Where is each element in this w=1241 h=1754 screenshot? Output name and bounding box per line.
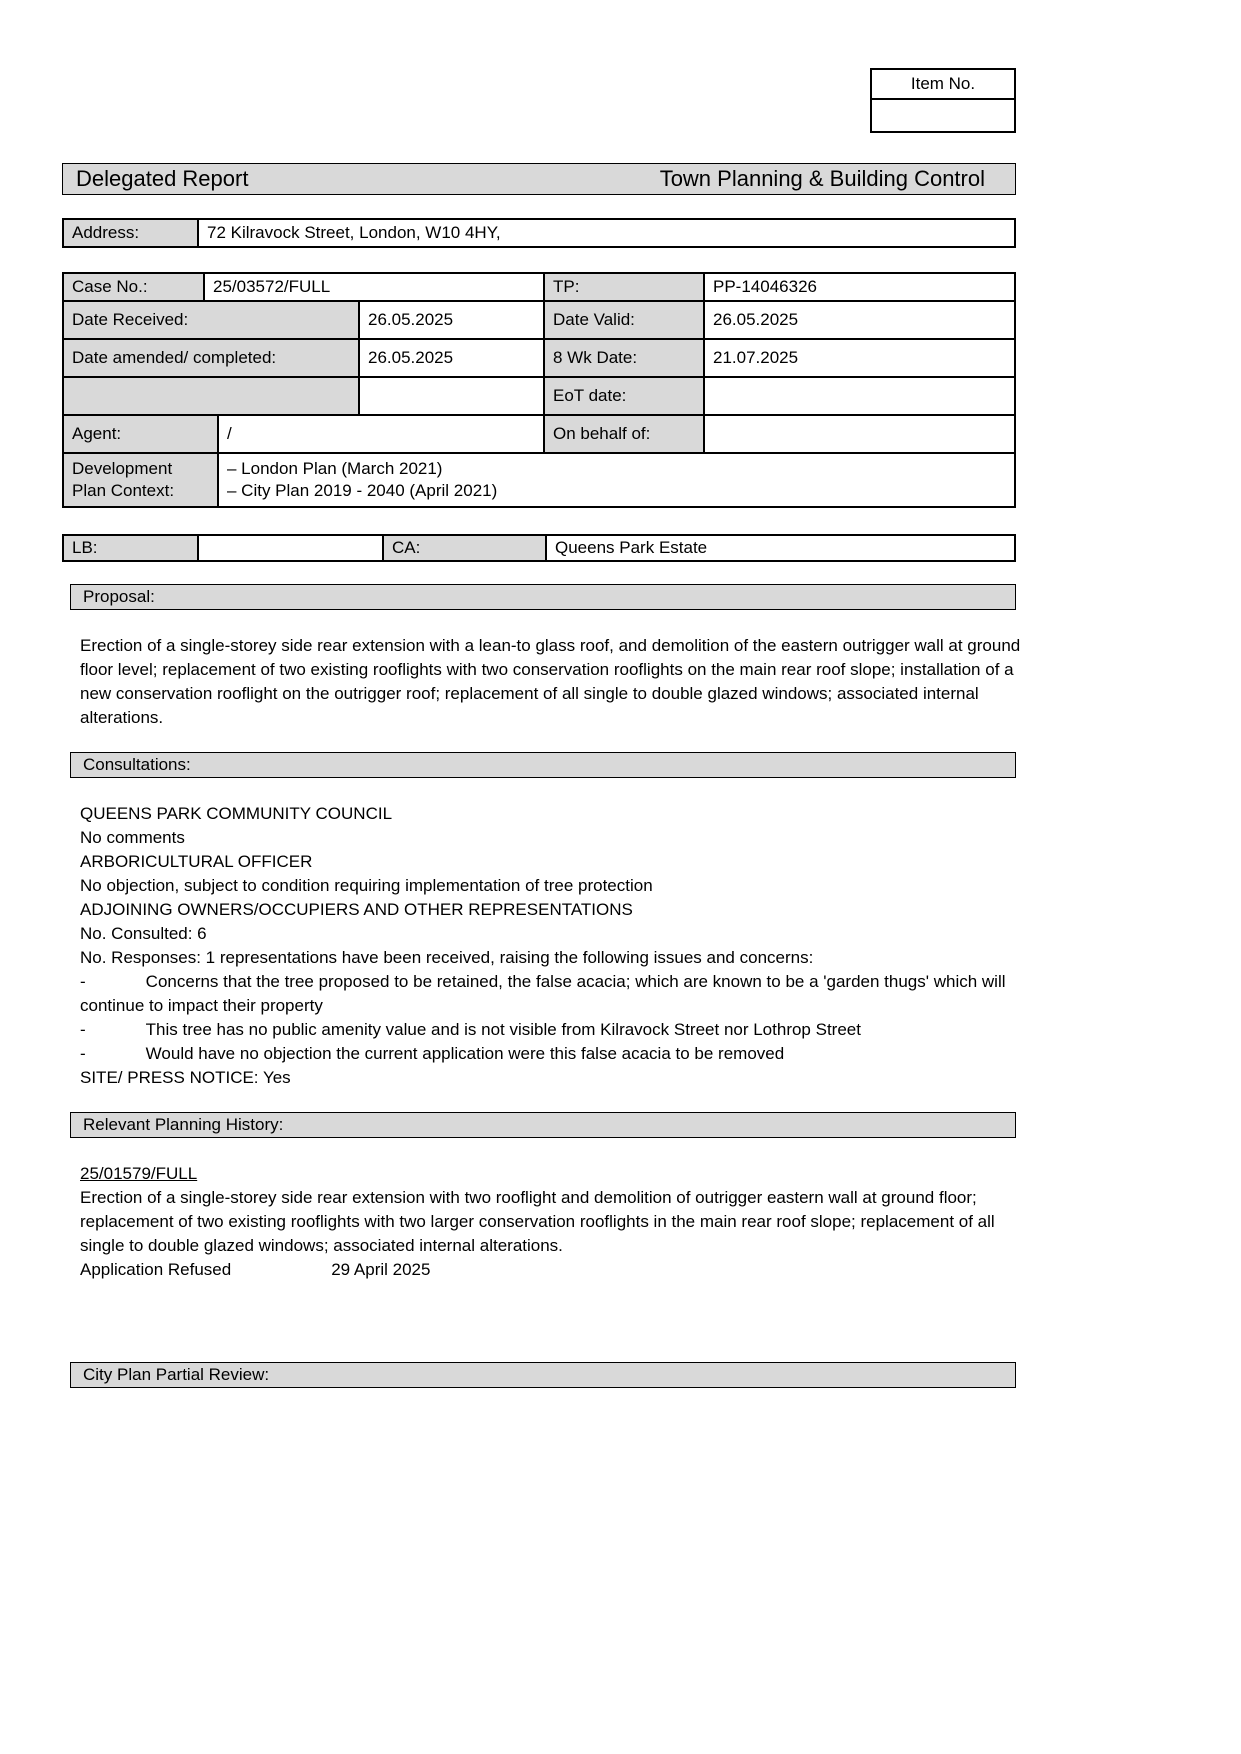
title-bar bbox=[62, 163, 1016, 195]
development-plan-line-2: – City Plan 2019 - 2040 (April 2021) bbox=[227, 481, 498, 500]
bullet-marker: - bbox=[80, 1020, 86, 1039]
address-value: 72 Kilravock Street, London, W10 4HY, bbox=[207, 223, 501, 242]
history-description: Erection of a single-storey side rear extension with two rooflight and demolition of outrigger eastern wall at ground floor; replacement of two existing rooflights with two larger conservation rooflights in the main rear roof slope; replacement of all single to double glazed windows; associated internal alterations. bbox=[80, 1188, 995, 1255]
eot-date-label: EoT date: bbox=[545, 378, 705, 416]
ca-value: Queens Park Estate bbox=[555, 538, 708, 557]
history-case-reference: 25/01579/FULL bbox=[80, 1164, 198, 1183]
consultations-content bbox=[80, 802, 1030, 1090]
section-header-city-plan-review: City Plan Partial Review: bbox=[70, 1362, 1016, 1388]
site-press-notice: SITE/ PRESS NOTICE: Yes bbox=[80, 1068, 291, 1087]
agent-row bbox=[64, 416, 1014, 454]
case-no-value: 25/03572/FULL bbox=[205, 274, 545, 302]
consultee-name: QUEENS PARK COMMUNITY COUNCIL bbox=[80, 804, 393, 823]
representation-bullet bbox=[80, 970, 1030, 1018]
address-label: Address: bbox=[64, 220, 199, 246]
date-amended-value: 26.05.2025 bbox=[360, 340, 545, 378]
on-behalf-label: On behalf of: bbox=[545, 416, 705, 454]
date-valid-value: 26.05.2025 bbox=[705, 302, 1014, 340]
item-no-box bbox=[870, 68, 1016, 133]
lb-value bbox=[199, 536, 384, 560]
representations-title: ADJOINING OWNERS/OCCUPIERS AND OTHER REPRESENTATIONS bbox=[80, 900, 633, 919]
item-no-label: Item No. bbox=[870, 68, 1016, 100]
date-amended-row bbox=[64, 340, 1014, 378]
bullet-text: Concerns that the tree proposed to be retained, the false acacia; which are known to be a 'garden thugs' which will continue to impact their property bbox=[80, 972, 1006, 1015]
bullet-text: Would have no objection the current application were this false acacia to be removed bbox=[145, 1044, 785, 1063]
date-received-row bbox=[64, 302, 1014, 340]
item-no-value bbox=[870, 100, 1016, 133]
history-decision: Application Refused bbox=[80, 1260, 232, 1279]
bullet-text: This tree has no public amenity value and is not visible from Kilravock Street nor Lothrop Street bbox=[145, 1020, 861, 1039]
section-header-consultations: Consultations: bbox=[70, 752, 1016, 778]
planning-history-content bbox=[80, 1162, 1030, 1282]
development-plan-line-1: – London Plan (March 2021) bbox=[227, 459, 443, 478]
agent-value: / bbox=[219, 416, 545, 454]
bullet-marker: - bbox=[80, 1044, 86, 1063]
eot-date-value bbox=[705, 378, 1014, 416]
section-header-planning-history: Relevant Planning History: bbox=[70, 1112, 1016, 1138]
development-plan-row bbox=[64, 454, 1014, 506]
representations-consulted: No. Consulted: 6 bbox=[80, 924, 207, 943]
bullet-marker: - bbox=[80, 972, 86, 991]
representations-responses: No. Responses: 1 representations have been received, raising the following issues and concerns: bbox=[80, 948, 814, 967]
proposal-content bbox=[80, 634, 1030, 730]
section-header-proposal: Proposal: bbox=[70, 584, 1016, 610]
consultee-response: No comments bbox=[80, 828, 185, 847]
date-amended-label: Date amended/ completed: bbox=[64, 340, 360, 378]
history-decision-line bbox=[80, 1258, 1030, 1282]
wk8-date-value: 21.07.2025 bbox=[705, 340, 1014, 378]
date-valid-label: Date Valid: bbox=[545, 302, 705, 340]
case-no-row bbox=[64, 274, 1014, 302]
consultee-response: No objection, subject to condition requiring implementation of tree protection bbox=[80, 876, 653, 895]
empty-cell bbox=[360, 378, 545, 416]
report-title: Delegated Report bbox=[76, 166, 249, 191]
history-decision-date: 29 April 2025 bbox=[331, 1260, 431, 1279]
representation-bullet bbox=[80, 1042, 1030, 1066]
on-behalf-value bbox=[705, 416, 1014, 454]
case-details-table bbox=[62, 272, 1016, 508]
agent-label: Agent: bbox=[64, 416, 219, 454]
date-received-label: Date Received: bbox=[64, 302, 360, 340]
date-received-value: 26.05.2025 bbox=[360, 302, 545, 340]
empty-shaded-cell bbox=[64, 378, 360, 416]
report-content bbox=[62, 0, 1021, 1388]
lb-ca-table bbox=[62, 534, 1016, 562]
wk8-date-label: 8 Wk Date: bbox=[545, 340, 705, 378]
tp-label: TP: bbox=[545, 274, 705, 302]
consultee-name: ARBORICULTURAL OFFICER bbox=[80, 852, 313, 871]
tp-value: PP-14046326 bbox=[705, 274, 1014, 302]
ca-label: CA: bbox=[384, 536, 547, 560]
department-title: Town Planning & Building Control bbox=[659, 166, 985, 191]
representation-bullet bbox=[80, 1018, 1030, 1042]
lb-label: LB: bbox=[64, 536, 199, 560]
case-no-label: Case No.: bbox=[64, 274, 205, 302]
development-plan-label: Development Plan Context: bbox=[64, 454, 219, 506]
address-row bbox=[64, 220, 1014, 246]
lb-ca-row bbox=[64, 536, 1014, 560]
development-plan-value bbox=[219, 454, 1014, 506]
address-table bbox=[62, 218, 1016, 248]
eot-date-row bbox=[64, 378, 1014, 416]
proposal-text: Erection of a single-storey side rear extension with a lean-to glass roof, and demolition of the eastern outrigger wall at ground floor level; replacement of two existing rooflights with two conservation rooflights on the main rear roof slope; installation of a new conservation rooflight on the outrigger roof; replacement of all single to double glazed windows; associated internal alterations. bbox=[80, 636, 1021, 727]
